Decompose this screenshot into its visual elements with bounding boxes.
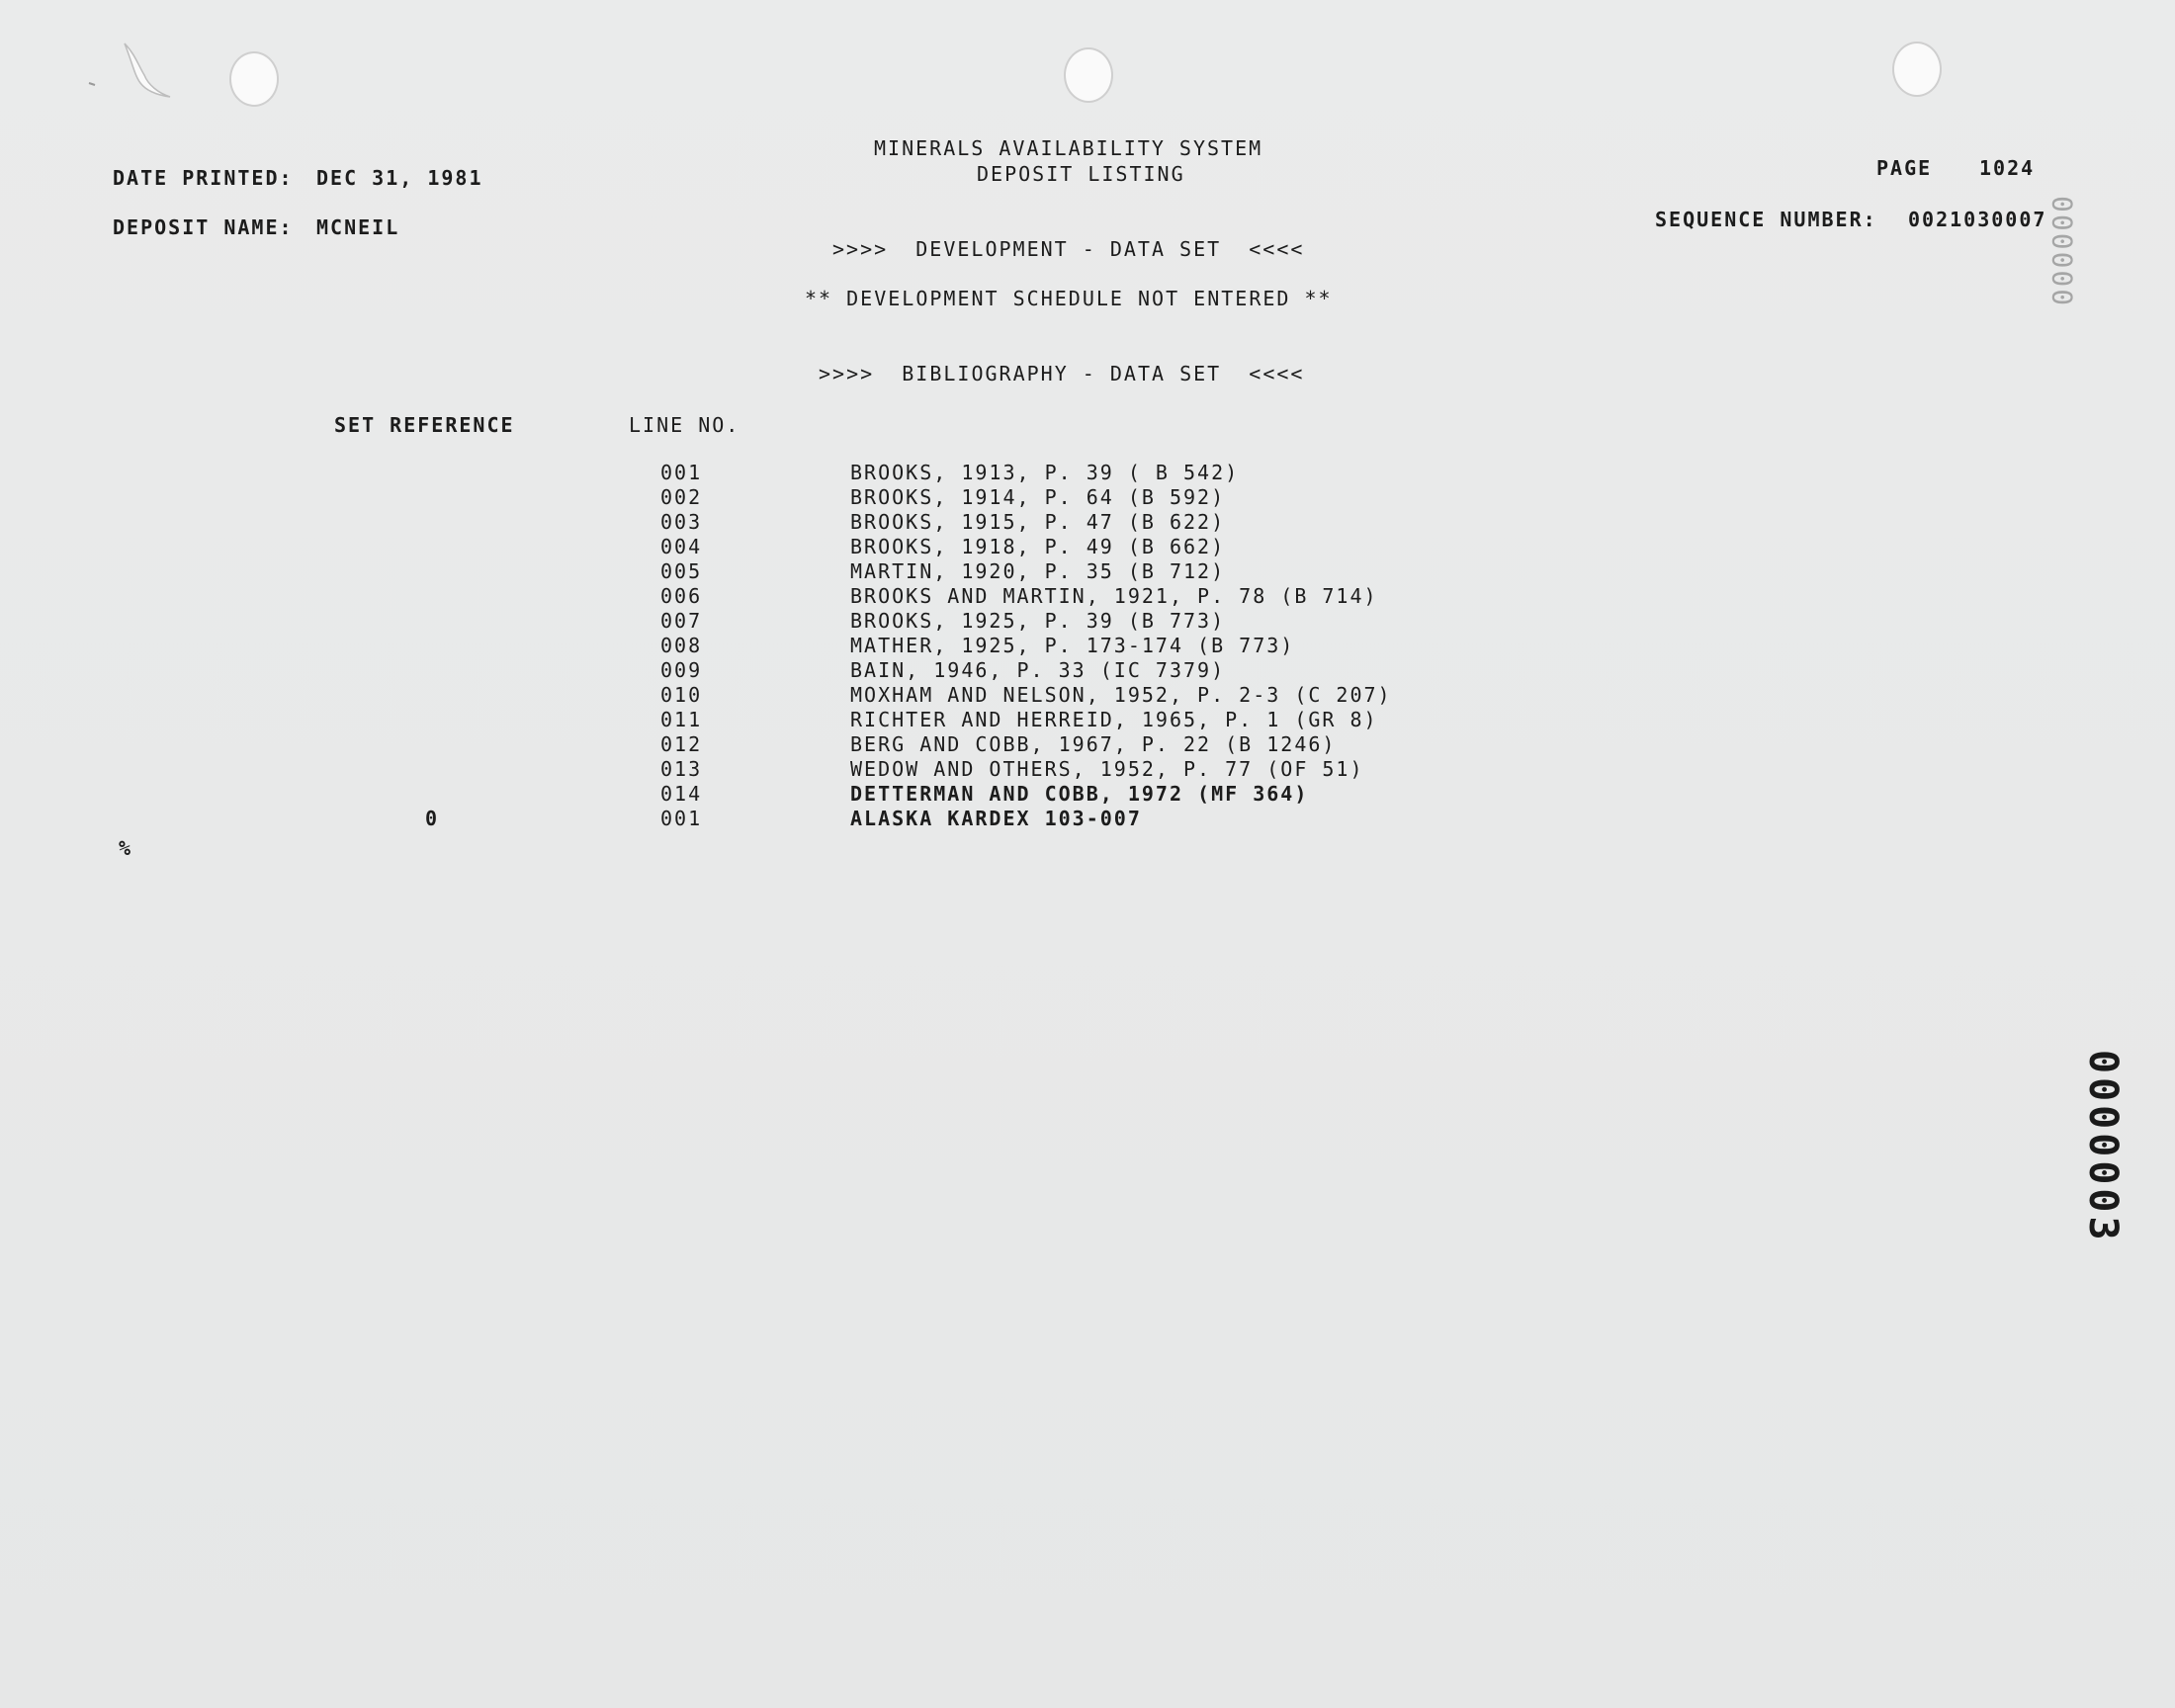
date-printed-label: DATE PRINTED: bbox=[113, 166, 294, 190]
bibliography-section-title: >>>> BIBLIOGRAPHY - DATA SET <<<< bbox=[819, 362, 1305, 385]
reference-text: BROOKS, 1925, P. 39 (B 773) bbox=[850, 609, 1226, 633]
reference-text: WEDOW AND OTHERS, 1952, P. 77 (OF 51) bbox=[850, 757, 1364, 781]
development-section-title: >>>> DEVELOPMENT - DATA SET <<<< bbox=[832, 237, 1305, 261]
reference-text: BAIN, 1946, P. 33 (IC 7379) bbox=[850, 658, 1226, 682]
line-number: 007 bbox=[660, 609, 703, 633]
line-number: 001 bbox=[660, 461, 703, 484]
deposit-name-value: MCNEIL bbox=[316, 215, 400, 239]
development-schedule-note: ** DEVELOPMENT SCHEDULE NOT ENTERED ** bbox=[805, 287, 1333, 310]
line-number: 004 bbox=[660, 535, 703, 558]
page-label: PAGE bbox=[1876, 156, 1933, 180]
reference-text: BROOKS, 1918, P. 49 (B 662) bbox=[850, 535, 1226, 558]
reference-text: BROOKS AND MARTIN, 1921, P. 78 (B 714) bbox=[850, 584, 1378, 608]
paper-tear-mark bbox=[87, 36, 176, 105]
reference-text: MOXHAM AND NELSON, 1952, P. 2-3 (C 207) bbox=[850, 683, 1392, 707]
reference-text: BERG AND COBB, 1967, P. 22 (B 1246) bbox=[850, 732, 1337, 756]
line-number: 011 bbox=[660, 708, 703, 731]
listing-title: DEPOSIT LISTING bbox=[977, 162, 1185, 186]
reference-text: BROOKS, 1913, P. 39 ( B 542) bbox=[850, 461, 1240, 484]
column-header-line-no: LINE NO. bbox=[629, 413, 740, 437]
reference-text: MATHER, 1925, P. 173-174 (B 773) bbox=[850, 634, 1295, 657]
page-number: 1024 bbox=[1979, 156, 2036, 180]
line-number: 009 bbox=[660, 658, 703, 682]
punch-hole-center bbox=[1064, 47, 1113, 103]
line-number: 003 bbox=[660, 510, 703, 534]
line-number: 013 bbox=[660, 757, 703, 781]
reference-text: MARTIN, 1920, P. 35 (B 712) bbox=[850, 559, 1226, 583]
reference-text: BROOKS, 1915, P. 47 (B 622) bbox=[850, 510, 1226, 534]
line-number: 014 bbox=[660, 782, 703, 806]
edge-stamp-number: 0000003 bbox=[2080, 1050, 2126, 1244]
reference-text: DETTERMAN AND COBB, 1972 (MF 364) bbox=[850, 782, 1309, 806]
line-number: 001 bbox=[660, 807, 703, 830]
line-number: 005 bbox=[660, 559, 703, 583]
end-of-listing-mark: % bbox=[119, 836, 133, 860]
reference-text: RICHTER AND HERREID, 1965, P. 1 (GR 8) bbox=[850, 708, 1378, 731]
reference-text: ALASKA KARDEX 103-007 bbox=[850, 807, 1142, 830]
deposit-name-label: DEPOSIT NAME: bbox=[113, 215, 294, 239]
line-number: 010 bbox=[660, 683, 703, 707]
line-number: 006 bbox=[660, 584, 703, 608]
sequence-number-label: SEQUENCE NUMBER: bbox=[1655, 208, 1877, 231]
set-reference-value: 0 bbox=[425, 807, 440, 830]
punch-hole-right bbox=[1892, 42, 1942, 97]
reference-text: BROOKS, 1914, P. 64 (B 592) bbox=[850, 485, 1226, 509]
sequence-number-value: 0021030007 bbox=[1908, 208, 2047, 231]
line-number: 008 bbox=[660, 634, 703, 657]
line-number: 002 bbox=[660, 485, 703, 509]
edge-stamp-faded: 000000 bbox=[2046, 194, 2079, 306]
column-header-set-reference: SET REFERENCE bbox=[334, 413, 515, 437]
date-printed-value: DEC 31, 1981 bbox=[316, 166, 483, 190]
line-number: 012 bbox=[660, 732, 703, 756]
system-title: MINERALS AVAILABILITY SYSTEM bbox=[874, 136, 1263, 160]
punch-hole-left bbox=[229, 51, 279, 107]
